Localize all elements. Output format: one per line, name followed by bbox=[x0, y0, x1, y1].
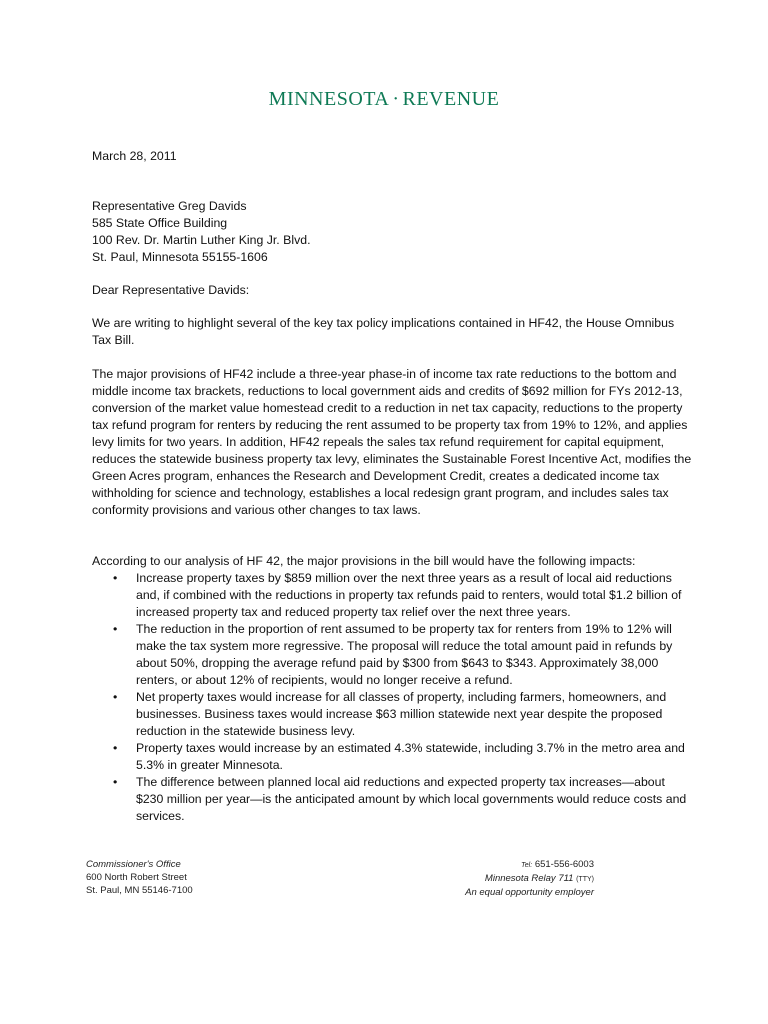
bullet-icon: • bbox=[113, 571, 118, 585]
list-item bbox=[92, 570, 692, 621]
letterhead-revenue: REVENUE bbox=[402, 88, 500, 110]
paragraph-provisions bbox=[92, 366, 692, 519]
letter-date: March 28, 2011 bbox=[92, 149, 177, 163]
footer-tel: 651-556-6003 bbox=[534, 859, 594, 870]
salutation: Dear Representative Davids: bbox=[92, 283, 250, 297]
footer-office-address bbox=[86, 858, 193, 897]
footer-employer: An equal opportunity employer bbox=[465, 887, 594, 898]
footer-contact bbox=[465, 858, 594, 899]
address-line-3: 100 Rev. Dr. Martin Luther King Jr. Blvd. bbox=[92, 233, 311, 247]
footer-tty: (TTY) bbox=[576, 876, 594, 883]
list-item bbox=[92, 740, 692, 774]
bullet-icon: • bbox=[113, 741, 118, 755]
footer-phone-line bbox=[465, 858, 594, 872]
footer-city: St. Paul, MN 55146-7100 bbox=[86, 885, 193, 896]
list-item-text: The reduction in the proportion of rent assumed to be property tax for renters from 19% to 12% will make the tax system more regressive. The proposal will reduce the total amount paid in refunds by about 50%, dropping the average refund paid by $300 from $643 to $343. Approximately 38,000 renters, or about 12% of recipients, would no longer receive a refund. bbox=[136, 622, 673, 687]
footer-relay: Minnesota Relay 711 bbox=[484, 873, 574, 884]
letterhead-minnesota: MINNESOTA bbox=[268, 88, 390, 110]
list-item-text: Property taxes would increase by an estimated 4.3% statewide, including 3.7% in the metro area and 5.3% in greater Minnesota. bbox=[136, 741, 685, 772]
address-line-2: 585 State Office Building bbox=[92, 216, 228, 230]
list-item bbox=[92, 774, 692, 825]
footer-office-name: Commissioner's Office bbox=[86, 859, 181, 870]
list-item bbox=[92, 689, 692, 740]
footer-relay-line bbox=[465, 872, 594, 886]
footer-street: 600 North Robert Street bbox=[86, 872, 187, 883]
letterhead-dot: · bbox=[392, 88, 400, 110]
paragraph-intro-text: We are writing to highlight several of the key tax policy implications contained in HF42, the House Omnibus Tax Bill. bbox=[92, 316, 675, 347]
impacts-list bbox=[92, 570, 692, 825]
recipient-address bbox=[92, 198, 692, 266]
bullet-icon: • bbox=[113, 622, 118, 636]
bullet-icon: • bbox=[113, 690, 118, 704]
paragraph-analysis-text: According to our analysis of HF 42, the major provisions in the bill would have the following impacts: bbox=[92, 554, 636, 568]
bullet-icon: • bbox=[113, 775, 118, 789]
footer-tel-label: Tel: bbox=[521, 862, 533, 869]
list-item-text: Increase property taxes by $859 million over the next three years as a result of local aid reductions and, if combined with the reductions in property tax refunds paid to renters, would total $1.2 billion of increased property tax and reduced property tax relief over the next three years. bbox=[136, 571, 682, 619]
list-item-text: The difference between planned local aid reductions and expected property tax increases—about $230 million per year—is the anticipated amount by which local governments would reduce costs and services. bbox=[136, 775, 687, 823]
list-item-text: Net property taxes would increase for all classes of property, including farmers, homeowners, and businesses. Business taxes would increase $63 million statewide next year despite the proposed reduction in the statewide business levy. bbox=[136, 690, 667, 738]
paragraph-provisions-text: The major provisions of HF42 include a three-year phase-in of income tax rate reductions to the bottom and middle income tax brackets, reductions to local government aids and credits of $692 million for FYs 2012-13, conversion of the market value homestead credit to a reduction in net tax capacity, reductions to the property tax refund program for renters by reducing the rent assumed to be property tax from 19% to 12%, and applies levy limits for two years. In addition, HF42 repeals the sales tax refund requirement for capital equipment, reduces the statewide business property tax levy, eliminates the Sustainable Forest Incentive Act, modifies the Green Acres program, enhances the Research and Development Credit, creates a dedicated income tax withholding for science and technology, establishes a local redesign grant program, and includes sales tax conformity provisions and various other changes to tax laws. bbox=[92, 367, 692, 517]
address-line-1: Representative Greg Davids bbox=[92, 199, 247, 213]
address-line-4: St. Paul, Minnesota 55155-1606 bbox=[92, 250, 268, 264]
paragraph-intro bbox=[92, 315, 692, 349]
letterhead-logo bbox=[0, 88, 768, 111]
paragraph-analysis bbox=[92, 553, 692, 570]
list-item bbox=[92, 621, 692, 689]
